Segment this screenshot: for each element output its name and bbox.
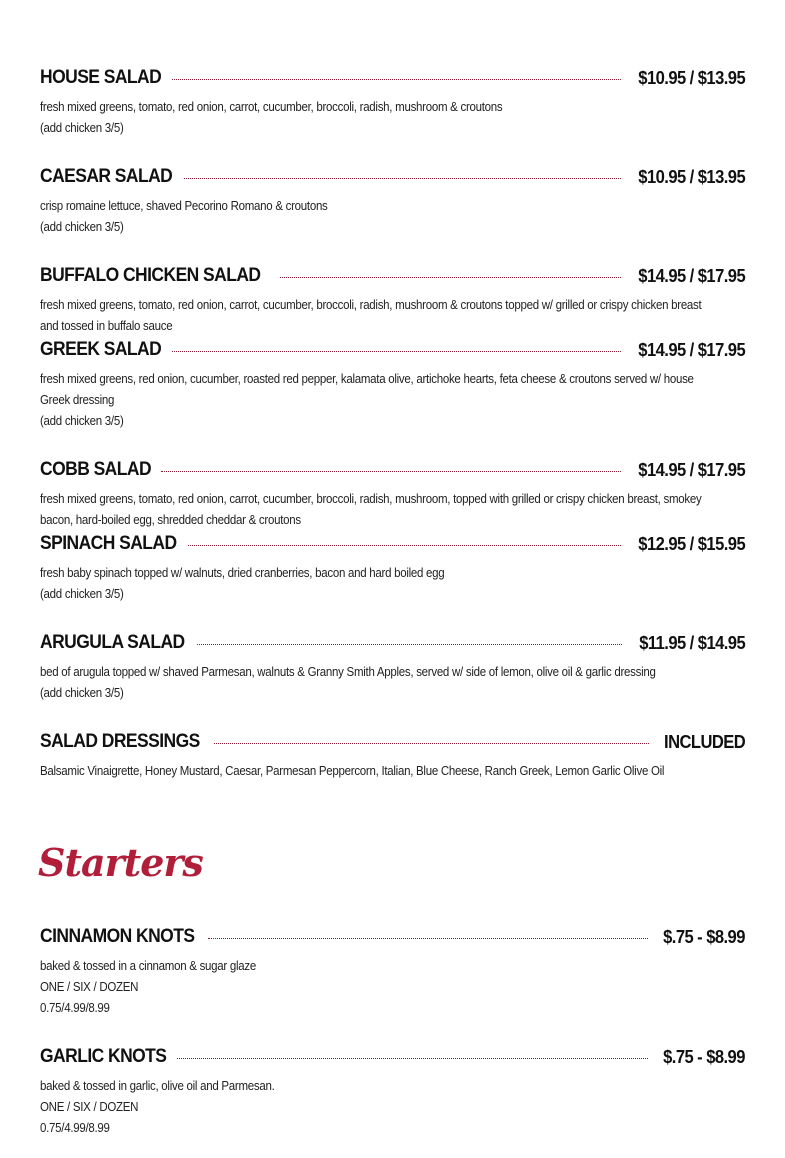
item-name: CAESAR SALAD (40, 166, 173, 187)
menu-item-garlic-knots (40, 1045, 745, 1139)
item-name: BUFFALO CHICKEN SALAD (40, 265, 261, 286)
item-price: $10.95 / $13.95 (638, 67, 745, 88)
item-price: $14.95 / $17.95 (638, 339, 745, 360)
menu-item-spinach-salad (40, 532, 745, 605)
item-description (40, 1076, 745, 1139)
item-price: $.75 - $8.99 (663, 926, 745, 947)
description-line: Greek dressing (40, 393, 115, 407)
menu-item-arugula-salad (40, 631, 745, 704)
item-price: $10.95 / $13.95 (638, 166, 745, 187)
leader-dots (208, 938, 648, 939)
description-line: ONE / SIX / DOZEN (40, 1100, 139, 1114)
item-name: HOUSE SALAD (40, 67, 162, 88)
menu-item-salad-dressings (40, 730, 745, 782)
item-name: CINNAMON KNOTS (40, 926, 195, 947)
item-name: GARLIC KNOTS (40, 1046, 167, 1067)
description-line: ONE / SIX / DOZEN (40, 980, 139, 994)
leader-dots (161, 471, 621, 472)
menu-item-cobb-salad (40, 458, 745, 531)
menu-item-caesar-salad (40, 165, 745, 238)
item-price: $.75 - $8.99 (663, 1046, 745, 1067)
item-price: $14.95 / $17.95 (638, 265, 745, 286)
leader-dots (280, 277, 621, 278)
item-description (40, 369, 745, 432)
item-description (40, 295, 745, 337)
item-price: INCLUDED (663, 731, 745, 752)
item-price: $11.95 / $14.95 (639, 632, 745, 653)
description-line: (add chicken 3/5) (40, 686, 124, 700)
item-name: SPINACH SALAD (40, 533, 177, 554)
item-price: $14.95 / $17.95 (638, 459, 745, 480)
description-line: fresh mixed greens, red onion, cucumber, roasted red pepper, kalamata olive, artichoke hearts, feta cheese & croutons served w/ house (40, 372, 694, 386)
item-name: ARUGULA SALAD (40, 632, 185, 653)
description-line: baked & tossed in garlic, olive oil and Parmesan. (40, 1079, 275, 1093)
description-line: fresh mixed greens, tomato, red onion, carrot, cucumber, broccoli, radish, mushroom & croutons (40, 100, 503, 114)
item-description (40, 662, 745, 704)
menu-item-buffalo-chicken-salad (40, 264, 745, 337)
description-line: fresh mixed greens, tomato, red onion, carrot, cucumber, broccoli, radish, mushroom, topped with grilled or crispy chicken breast, smokey (40, 492, 702, 506)
item-price: $12.95 / $15.95 (638, 533, 745, 554)
menu-item-cinnamon-knots (40, 925, 745, 1019)
description-line: 0.75/4.99/8.99 (40, 1001, 110, 1015)
description-line: baked & tossed in a cinnamon & sugar glaze (40, 959, 256, 973)
description-line: fresh baby spinach topped w/ walnuts, dried cranberries, bacon and hard boiled egg (40, 566, 445, 580)
description-line: (add chicken 3/5) (40, 414, 124, 428)
item-name: GREEK SALAD (40, 339, 162, 360)
description-line: bacon, hard-boiled egg, shredded cheddar & croutons (40, 513, 301, 527)
leader-dots (197, 644, 622, 645)
section-title-starters: Starters (38, 840, 203, 885)
item-description (40, 956, 745, 1019)
menu-item-greek-salad (40, 338, 745, 432)
description-line: (add chicken 3/5) (40, 121, 124, 135)
description-line: (add chicken 3/5) (40, 587, 124, 601)
description-line: (add chicken 3/5) (40, 220, 124, 234)
leader-dots (184, 178, 621, 179)
item-name: SALAD DRESSINGS (40, 731, 200, 752)
item-name: COBB SALAD (40, 459, 152, 480)
leader-dots (172, 79, 621, 80)
description-line: Balsamic Vinaigrette, Honey Mustard, Caesar, Parmesan Peppercorn, Italian, Blue Cheese, Ranch Greek, Lemon Garlic Olive Oil (40, 764, 665, 778)
description-line: crisp romaine lettuce, shaved Pecorino Romano & croutons (40, 199, 328, 213)
description-line: fresh mixed greens, tomato, red onion, carrot, cucumber, broccoli, radish, mushroom & croutons topped w/ grilled or crispy chicken breast (40, 298, 702, 312)
description-line: and tossed in buffalo sauce (40, 319, 173, 333)
description-line: bed of arugula topped w/ shaved Parmesan, walnuts & Granny Smith Apples, served w/ side of lemon, olive oil & garlic dressing (40, 665, 656, 679)
leader-dots (177, 1058, 648, 1059)
item-description (40, 563, 745, 605)
leader-dots (188, 545, 620, 546)
item-description (40, 97, 745, 139)
leader-dots (172, 351, 621, 352)
item-description (40, 761, 745, 782)
item-description (40, 489, 745, 531)
item-description (40, 196, 745, 238)
description-line: 0.75/4.99/8.99 (40, 1121, 110, 1135)
leader-dots (214, 743, 649, 744)
menu-item-house-salad (40, 66, 745, 139)
